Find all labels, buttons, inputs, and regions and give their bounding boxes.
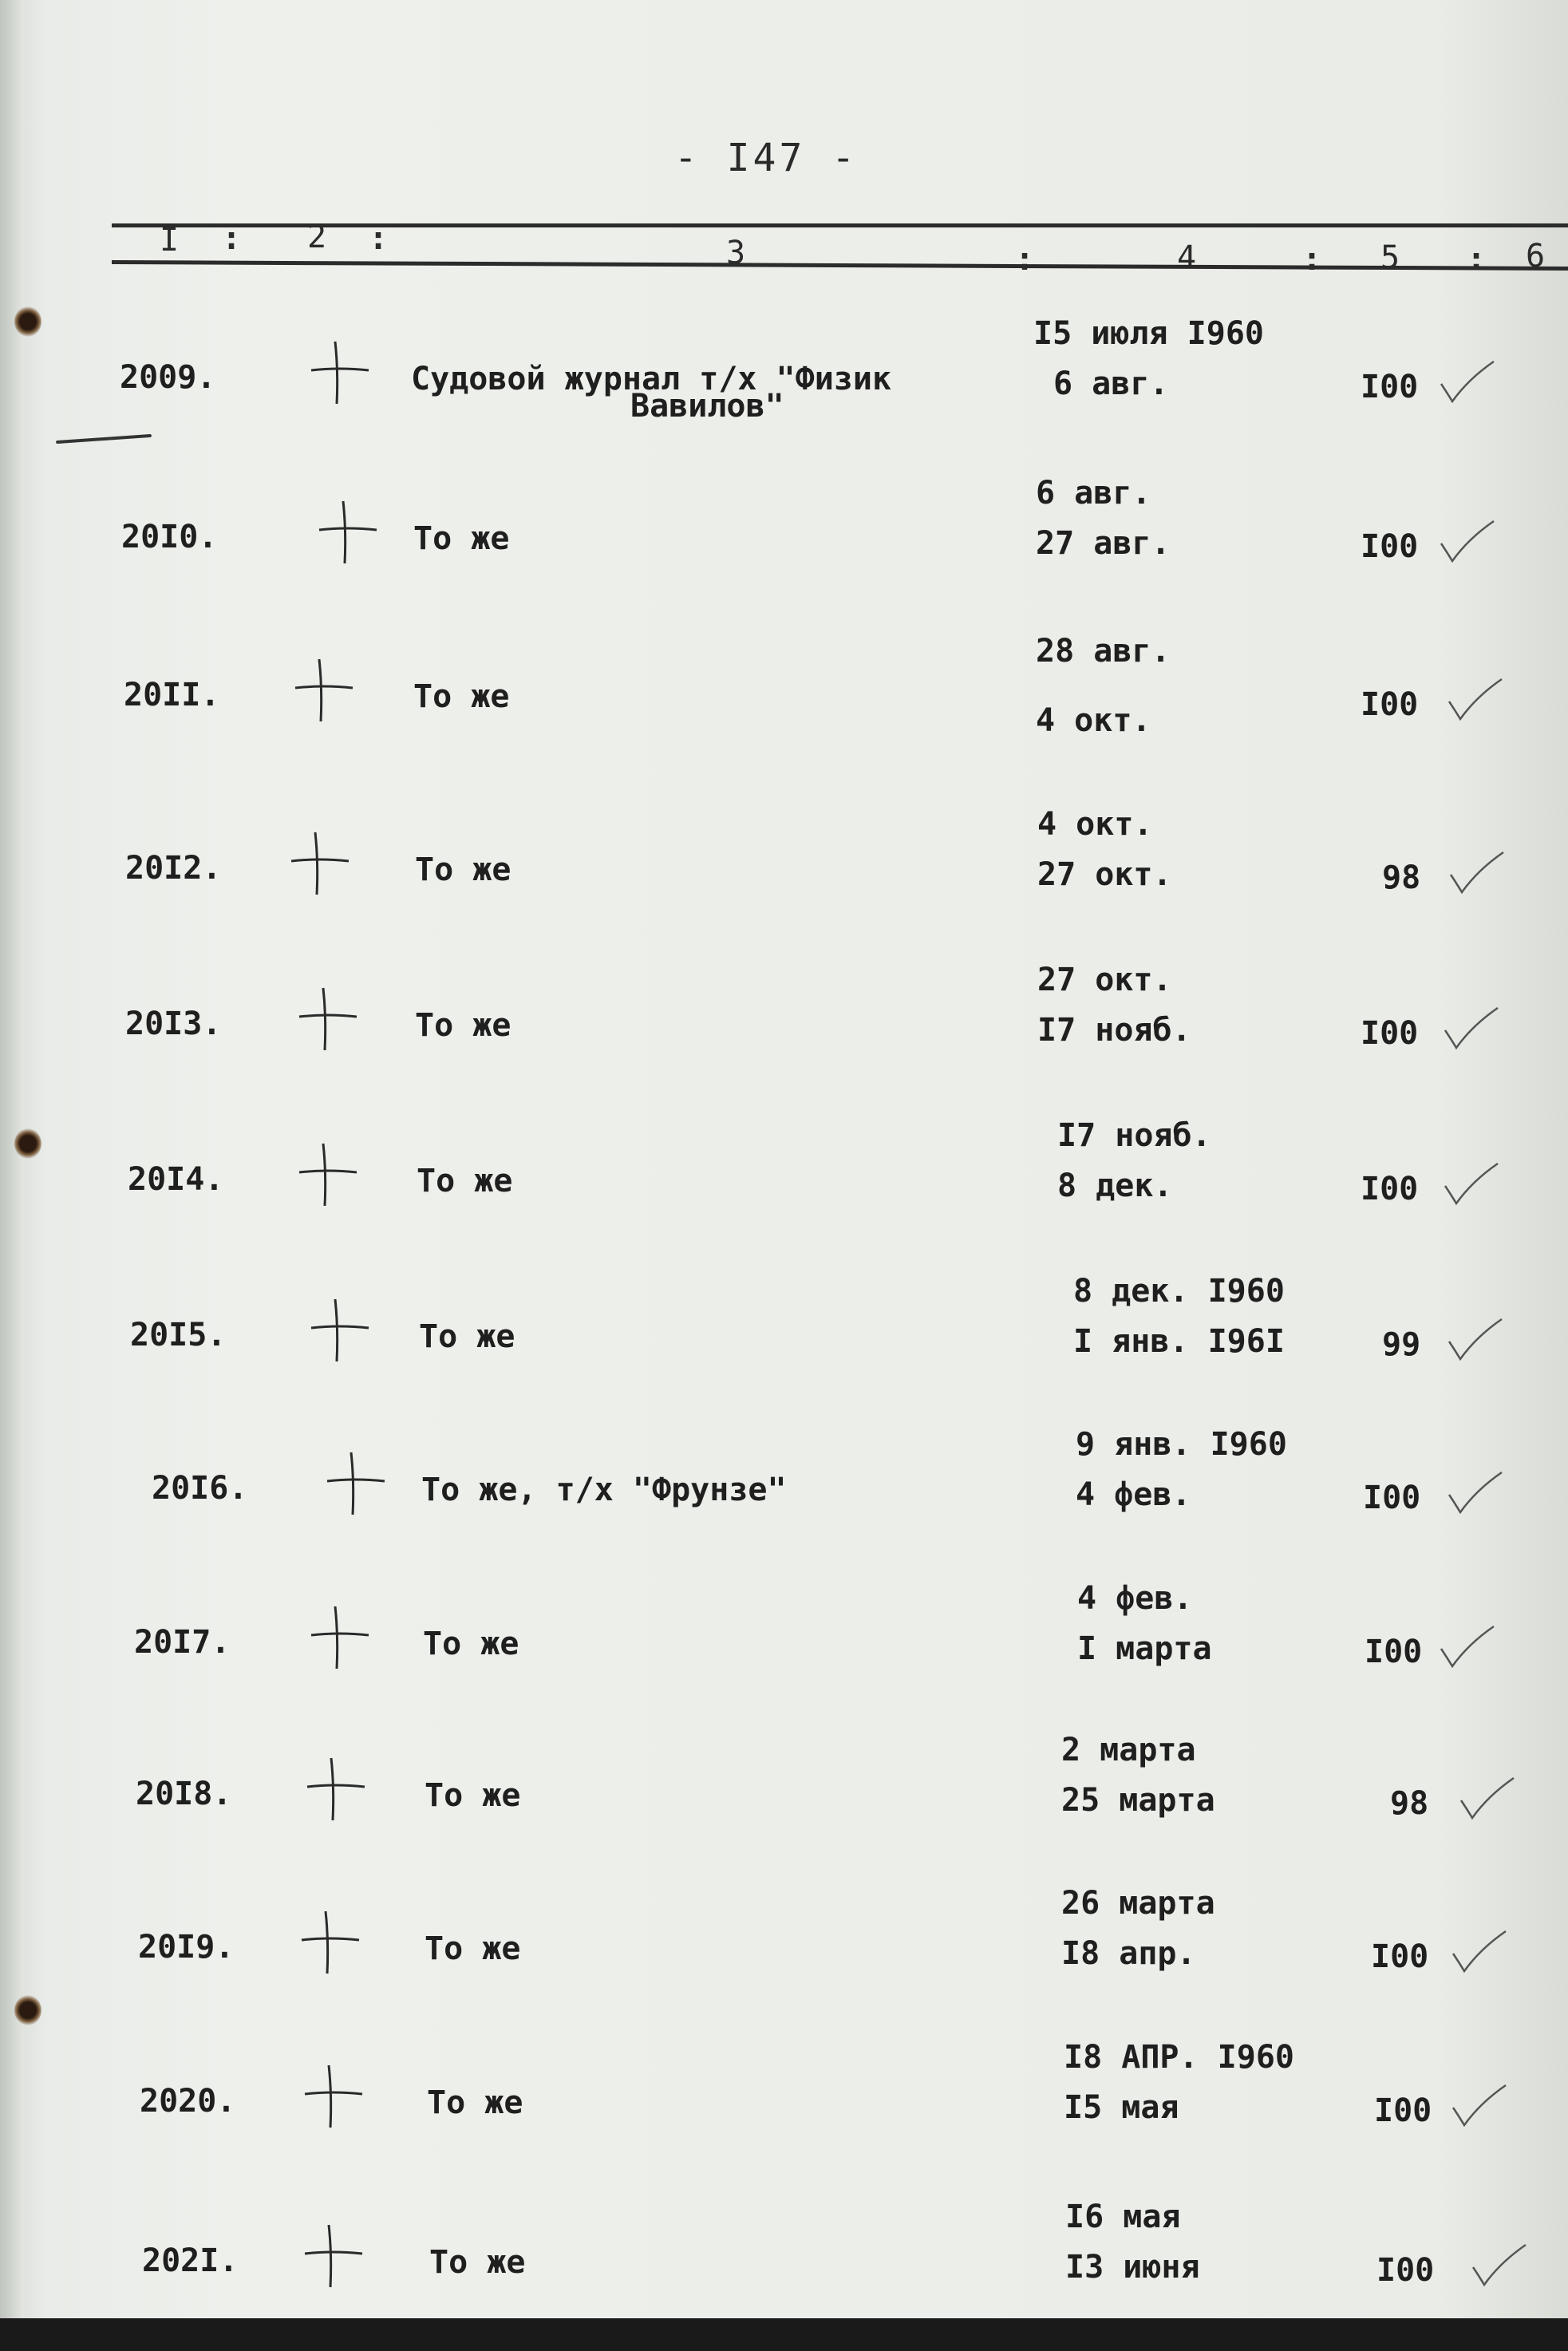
entry-sheet-count: I00 bbox=[1371, 1938, 1429, 1975]
header-rule-bottom bbox=[112, 260, 1568, 271]
entry-number: 20I5. bbox=[130, 1317, 227, 1353]
handwritten-checkmark-icon bbox=[1468, 2238, 1532, 2294]
entry-sheet-count: I00 bbox=[1361, 1015, 1419, 1052]
entry-date-start: I5 июля I960 bbox=[1033, 315, 1264, 352]
handwritten-checkmark-icon bbox=[1444, 1466, 1508, 1522]
entry-title: То же bbox=[413, 520, 510, 557]
entry-date-end: 27 авг. bbox=[1036, 525, 1171, 562]
handwritten-checkmark-icon bbox=[1448, 2079, 1512, 2135]
entry-title: То же bbox=[427, 2084, 523, 2121]
entry-sheet-count: I00 bbox=[1374, 2092, 1432, 2129]
entry-sheet-count: I00 bbox=[1363, 1480, 1421, 1516]
handwritten-checkmark-icon bbox=[1444, 1313, 1508, 1369]
entry-number: 20I2. bbox=[125, 850, 222, 887]
entry-sheet-count: I00 bbox=[1361, 369, 1419, 405]
handwritten-cross-mark-icon bbox=[283, 826, 355, 898]
entry-number: 20I0. bbox=[121, 519, 218, 555]
entry-title: То же bbox=[417, 1163, 513, 1199]
handwritten-cross-mark-icon bbox=[303, 1600, 375, 1672]
column-number-2: 2 bbox=[307, 219, 327, 255]
scan-bottom-border bbox=[0, 2318, 1568, 2351]
entry-number: 202I. bbox=[142, 2242, 239, 2279]
entry-title: То же bbox=[429, 2244, 526, 2281]
page-number: - I47 - bbox=[673, 136, 859, 180]
entry-date-end: I7 нояб. bbox=[1037, 1012, 1191, 1049]
handwritten-cross-mark-icon bbox=[294, 1905, 365, 1977]
handwritten-cross-mark-icon bbox=[291, 982, 363, 1053]
entry-date-start: 6 авг. bbox=[1036, 475, 1151, 512]
entry-number: 20I6. bbox=[152, 1470, 248, 1507]
handwritten-checkmark-icon bbox=[1440, 1002, 1504, 1057]
entry-number: 2020. bbox=[140, 2083, 236, 2120]
entry-date-end: 4 окт. bbox=[1036, 702, 1151, 739]
entry-title: Судовой журнал т/х "Физик bbox=[411, 361, 892, 397]
entry-number: 20I8. bbox=[136, 1776, 232, 1812]
entry-title: То же bbox=[425, 1777, 521, 1814]
column-separator: : bbox=[1467, 241, 1487, 278]
entry-date-start: 9 янв. I960 bbox=[1076, 1426, 1287, 1463]
column-separator: : bbox=[1015, 241, 1035, 278]
handwritten-cross-mark-icon bbox=[319, 1446, 391, 1518]
entry-title: То же bbox=[413, 678, 510, 715]
handwritten-checkmark-icon bbox=[1440, 1157, 1504, 1213]
entry-sheet-count: 98 bbox=[1390, 1785, 1429, 1822]
entry-date-end: 27 окт. bbox=[1037, 856, 1172, 893]
handwritten-checkmark-icon bbox=[1446, 846, 1510, 902]
entry-date-end: 25 марта bbox=[1061, 1782, 1215, 1819]
entry-date-start: 2 марта bbox=[1061, 1732, 1196, 1768]
entry-date-end: I8 апр. bbox=[1061, 1935, 1196, 1972]
entry-sheet-count: I00 bbox=[1361, 528, 1419, 565]
handwritten-cross-mark-icon bbox=[297, 2059, 369, 2131]
column-number-5: 5 bbox=[1380, 239, 1400, 276]
entry-sheet-count: 99 bbox=[1382, 1326, 1421, 1363]
entry-title: То же bbox=[419, 1318, 515, 1355]
column-number-6: 6 bbox=[1526, 238, 1546, 275]
handwritten-checkmark-icon bbox=[1436, 1620, 1500, 1676]
handwritten-cross-mark-icon bbox=[311, 495, 383, 567]
entry-number: 20I7. bbox=[134, 1624, 231, 1661]
margin-pen-mark bbox=[56, 434, 152, 444]
column-separator: : bbox=[1302, 241, 1322, 278]
punch-hole bbox=[14, 1128, 41, 1159]
entry-date-start: I6 мая bbox=[1065, 2199, 1181, 2235]
column-separator: : bbox=[222, 220, 242, 257]
punch-hole bbox=[14, 306, 41, 337]
handwritten-checkmark-icon bbox=[1444, 673, 1508, 729]
entry-title-continuation: Вавилов" bbox=[630, 388, 784, 425]
entry-date-end: 8 дек. bbox=[1057, 1168, 1173, 1204]
entry-sheet-count: I00 bbox=[1365, 1634, 1423, 1670]
entry-number: 20I4. bbox=[128, 1161, 224, 1198]
handwritten-cross-mark-icon bbox=[299, 1752, 371, 1824]
handwritten-cross-mark-icon bbox=[287, 653, 359, 725]
binding-edge bbox=[0, 0, 24, 2318]
entry-date-start: 28 авг. bbox=[1036, 633, 1171, 670]
entry-date-start: 26 марта bbox=[1061, 1885, 1215, 1922]
entry-date-start: I8 АПР. I960 bbox=[1064, 2039, 1294, 2076]
entry-sheet-count: I00 bbox=[1361, 686, 1419, 723]
entry-number: 20I9. bbox=[138, 1929, 235, 1966]
handwritten-cross-mark-icon bbox=[291, 1137, 363, 1209]
entry-date-end: I3 июня bbox=[1065, 2249, 1200, 2286]
handwritten-checkmark-icon bbox=[1448, 1925, 1512, 1981]
entry-title: То же bbox=[415, 851, 511, 888]
entry-sheet-count: I00 bbox=[1376, 2252, 1435, 2289]
entry-sheet-count: I00 bbox=[1361, 1171, 1419, 1207]
entry-date-end: I янв. I96I bbox=[1073, 1323, 1285, 1360]
entry-date-end: I5 мая bbox=[1064, 2089, 1179, 2126]
entry-title: То же bbox=[425, 1930, 521, 1967]
handwritten-cross-mark-icon bbox=[303, 1293, 375, 1365]
column-number-4: 4 bbox=[1177, 239, 1197, 276]
entry-title: То же bbox=[423, 1626, 519, 1662]
entry-title: То же, т/х "Фрунзе" bbox=[421, 1472, 787, 1508]
entry-date-end: 4 фев. bbox=[1076, 1476, 1191, 1513]
entry-date-start: I7 нояб. bbox=[1057, 1117, 1211, 1154]
entry-date-end: 6 авг. bbox=[1053, 365, 1169, 402]
column-number-1: I bbox=[160, 222, 180, 259]
entry-date-start: 4 фев. bbox=[1077, 1580, 1193, 1617]
entry-number: 2009. bbox=[120, 359, 216, 396]
entry-sheet-count: 98 bbox=[1382, 859, 1421, 896]
handwritten-checkmark-icon bbox=[1456, 1772, 1520, 1827]
entry-title: То же bbox=[415, 1007, 511, 1044]
column-separator: : bbox=[369, 220, 389, 257]
entry-number: 20I3. bbox=[125, 1006, 222, 1042]
handwritten-checkmark-icon bbox=[1436, 515, 1500, 571]
entry-number: 20II. bbox=[124, 677, 220, 713]
entry-date-start: 27 окт. bbox=[1037, 962, 1172, 998]
entry-date-start: 4 окт. bbox=[1037, 806, 1153, 843]
handwritten-checkmark-icon bbox=[1436, 355, 1500, 411]
handwritten-cross-mark-icon bbox=[303, 335, 375, 407]
header-rule-top bbox=[112, 223, 1568, 227]
handwritten-cross-mark-icon bbox=[297, 2219, 369, 2290]
punch-hole bbox=[14, 1995, 41, 2025]
entry-date-end: I марта bbox=[1077, 1630, 1212, 1667]
entry-date-start: 8 дек. I960 bbox=[1073, 1273, 1285, 1310]
column-number-3: 3 bbox=[726, 235, 746, 271]
